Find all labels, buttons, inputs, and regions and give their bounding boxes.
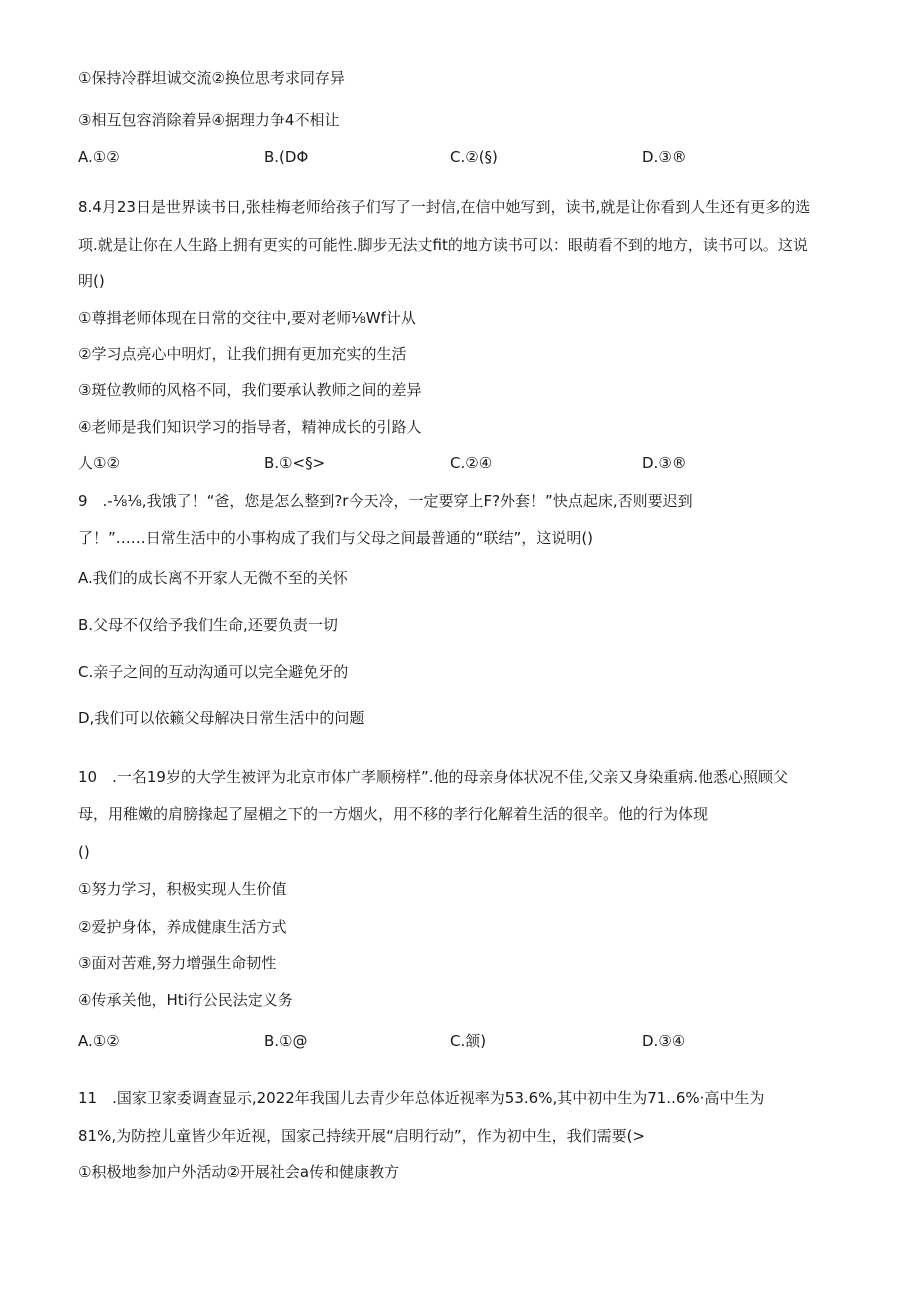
q10-statement-2: ②爱护身体，养成健康生活方式 (78, 918, 287, 936)
q9-option-d: D,我们可以依籁父母解决日常生活中的问题 (78, 709, 365, 727)
q10-statement-1: ①努力学习，积极实现人生价值 (78, 880, 287, 898)
q8-options (78, 453, 878, 473)
q8-option-b: B.①<§> (264, 454, 326, 472)
q8-option-d: D.③® (642, 454, 687, 472)
q7-option-b: B.(DΦ (264, 148, 309, 166)
q9-stem-line-2: 了！”……日常生活中的小事构成了我们与父母之间最普通的“联结”，这说明() (78, 529, 594, 547)
q10-option-c: C.颔) (450, 1032, 487, 1050)
q8-stem-line-2: 项.就是让你在人生路上拥有更实的可能性.脚步无法丈fit的地方读书可以：眼萌看不到的地方，读书可以。这说 (78, 236, 808, 254)
q10-statement-3: ③面对苦难,努力增强生命韧性 (78, 954, 277, 972)
q9-option-b: B.父母不仅给予我们生命,还要负责一切 (78, 616, 338, 634)
q8-option-a: 人①② (78, 454, 120, 472)
q9-option-a: A.我们的成长离不开家人无微不至的关怀 (78, 569, 348, 587)
q7-option-c: C.②(§) (450, 148, 498, 166)
q11-stem-line-2: 81%,为防控儿童皆少年近视，国家己持续开展“启明行动”，作为初中生，我们需要(> (78, 1127, 646, 1145)
q11-statement-1: ①积极地参加户外活动②开展社会a传和健康教方 (78, 1163, 400, 1181)
q10-option-b: B.①@ (264, 1032, 308, 1050)
q9-stem-line-1: 9 .-⅛⅛,我饿了！“爸，您是怎么整到?r今天冷，一定要穿上F?外套！”快点起床,否则要迟到 (78, 492, 693, 510)
q8-statement-4: ④老师是我们知识学习的指导者，精神成长的引路人 (78, 418, 422, 436)
q8-statement-3: ③斑位教师的风格不同，我们要承认教师之间的差异 (78, 381, 422, 399)
q10-option-d: D.③④ (642, 1032, 686, 1050)
q10-statement-4: ④传承关他，Hti行公民法定义务 (78, 991, 293, 1009)
q10-stem-line-3: () (78, 843, 90, 861)
q7-option-d: D.③® (642, 148, 687, 166)
q9-option-c: C.亲子之间的互动沟通可以完全避免牙的 (78, 663, 349, 681)
q8-statement-2: ②学习点亮心中明灯，让我们拥有更加充实的生活 (78, 345, 407, 363)
q7-statement-1: ①保持冷群坦诚交流②换位思考求同存异 (78, 69, 345, 87)
q10-stem-line-2: 母，用稚嫩的肩膀掾起了屋楣之下的一方烟火，用不移的孝行化解着生活的很辛。他的行为体现 (78, 805, 709, 823)
q8-option-c: C.②④ (450, 454, 493, 472)
q7-option-a: A.①② (78, 148, 120, 166)
q10-stem-line-1: 10 .一名19岁的大学生被评为北京市体广孝顺榜样”.他的母亲身体状况不佳,父亲又身染重病.他悉心照顾父 (78, 768, 789, 786)
q10-options (78, 1031, 878, 1051)
q8-stem-line-3: 明() (78, 272, 105, 290)
q11-stem-line-1: 11 .国家卫家委调查显示,2022年我国儿去青少年总体近视率为53.6%,其中初中生为71..6%·高中生为 (78, 1089, 765, 1107)
q10-option-a: A.①② (78, 1032, 120, 1050)
q8-statement-1: ①尊揖老师体现在日常的交往中,要对老师⅛Wf计从 (78, 309, 416, 327)
q7-statement-2: ③相互包容消除着异④据理力争4不相让 (78, 111, 340, 129)
q7-options (78, 147, 878, 167)
q8-stem-line-1: 8.4月23日是世界读书日,张桂梅老师给孩子们写了一封信,在信中她写到，读书,就是让你看到人生还有更多的选 (78, 198, 811, 216)
